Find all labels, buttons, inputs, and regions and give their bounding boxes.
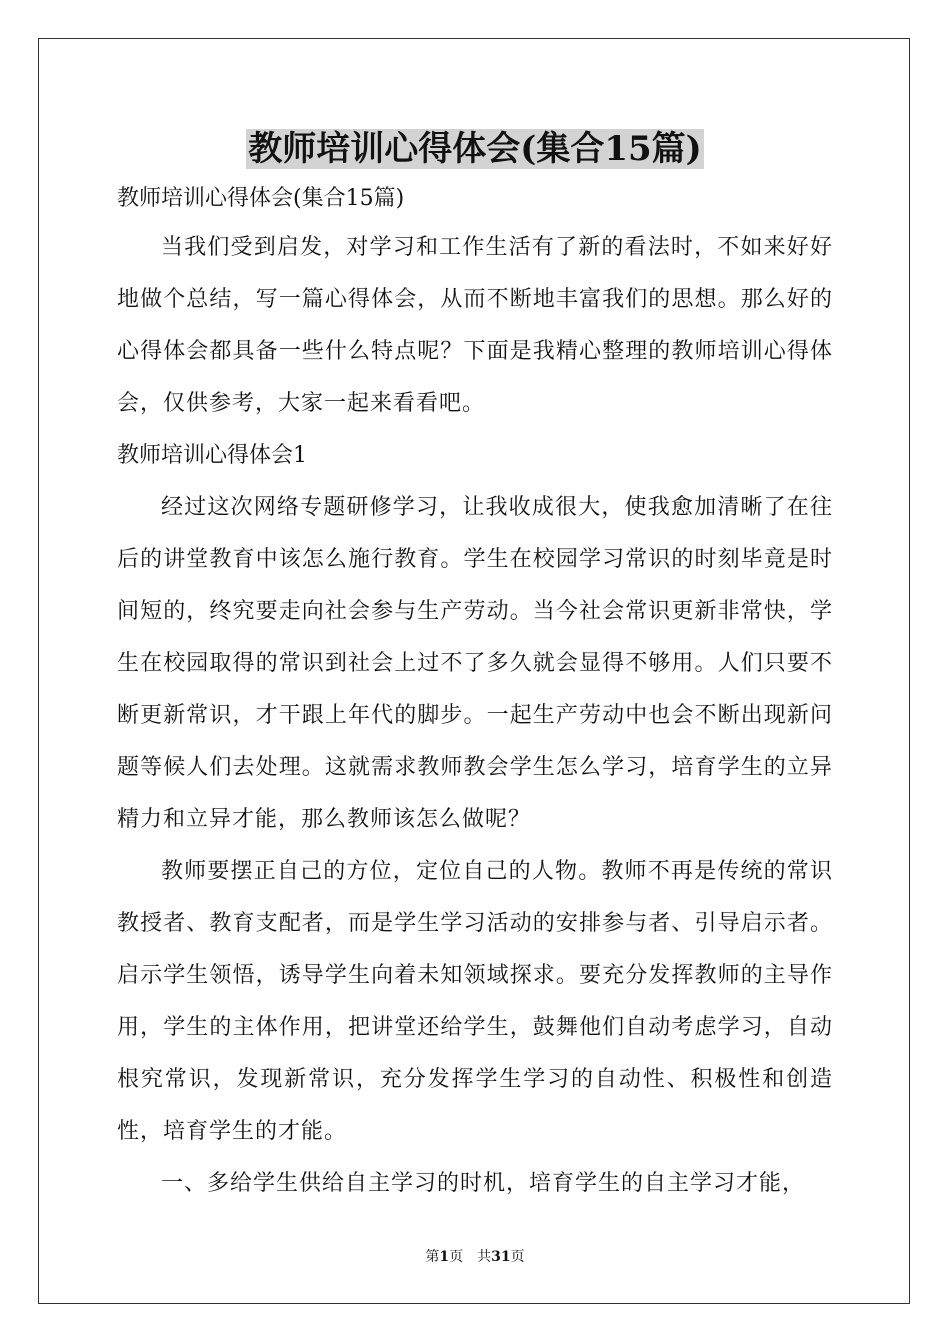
section-heading: 教师培训心得体会1 bbox=[117, 443, 307, 468]
page-mid: 页 共 bbox=[449, 1249, 492, 1265]
document-body bbox=[117, 176, 833, 1210]
page-footer bbox=[0, 1246, 950, 1266]
page-total: 31 bbox=[491, 1249, 511, 1265]
page-current: 1 bbox=[439, 1249, 450, 1265]
intro-paragraph: 当我们受到启发，对学习和工作生活有了新的看法时，不如来好好地做个总结，写一篇心得体会，从而不断地丰富我们的思想。那么好的心得体会都具备一些什么特点呢？下面是我精心整理的教师培训心得体会，仅供参考，大家一起来看看吧。 bbox=[117, 235, 833, 416]
document-title-text: 教师培训心得体会(集合15篇) bbox=[248, 129, 702, 169]
document-subtitle: 教师培训心得体会(集合15篇) bbox=[117, 186, 405, 211]
body-paragraph-1: 经过这次网络专题研修学习，让我收成很大，使我愈加清晰了在往后的讲堂教育中该怎么施行教育。学生在校园学习常识的时刻毕竟是时间短的，终究要走向社会参与生产劳动。当今社会常识更新非常快，学生在校园取得的常识到社会上过不了多久就会显得不够用。人们只要不断更新常识，才干跟上年代的脚步。一起生产劳动中也会不断出现新问题等候人们去处理。这就需求教师教会学生怎么学习，培育学生的立异精力和立异才能，那么教师该怎么做呢？ bbox=[117, 495, 833, 832]
page-suffix: 页 bbox=[510, 1249, 525, 1265]
body-paragraph-3: 一、多给学生供给自主学习的时机，培育学生的自主学习才能， bbox=[161, 1171, 806, 1196]
document-title bbox=[0, 124, 950, 174]
page-prefix: 第 bbox=[425, 1249, 440, 1265]
body-paragraph-2: 教师要摆正自己的方位，定位自己的人物。教师不再是传统的常识教授者、教育支配者，而是学生学习活动的安排参与者、引导启示者。启示学生领悟，诱导学生向着未知领域探求。要充分发挥教师的主导作用，学生的主体作用，把讲堂还给学生，鼓舞他们自动考虑学习，自动根究常识，发现新常识，充分发挥学生学习的自动性、积极性和创造性，培育学生的才能。 bbox=[117, 859, 833, 1144]
